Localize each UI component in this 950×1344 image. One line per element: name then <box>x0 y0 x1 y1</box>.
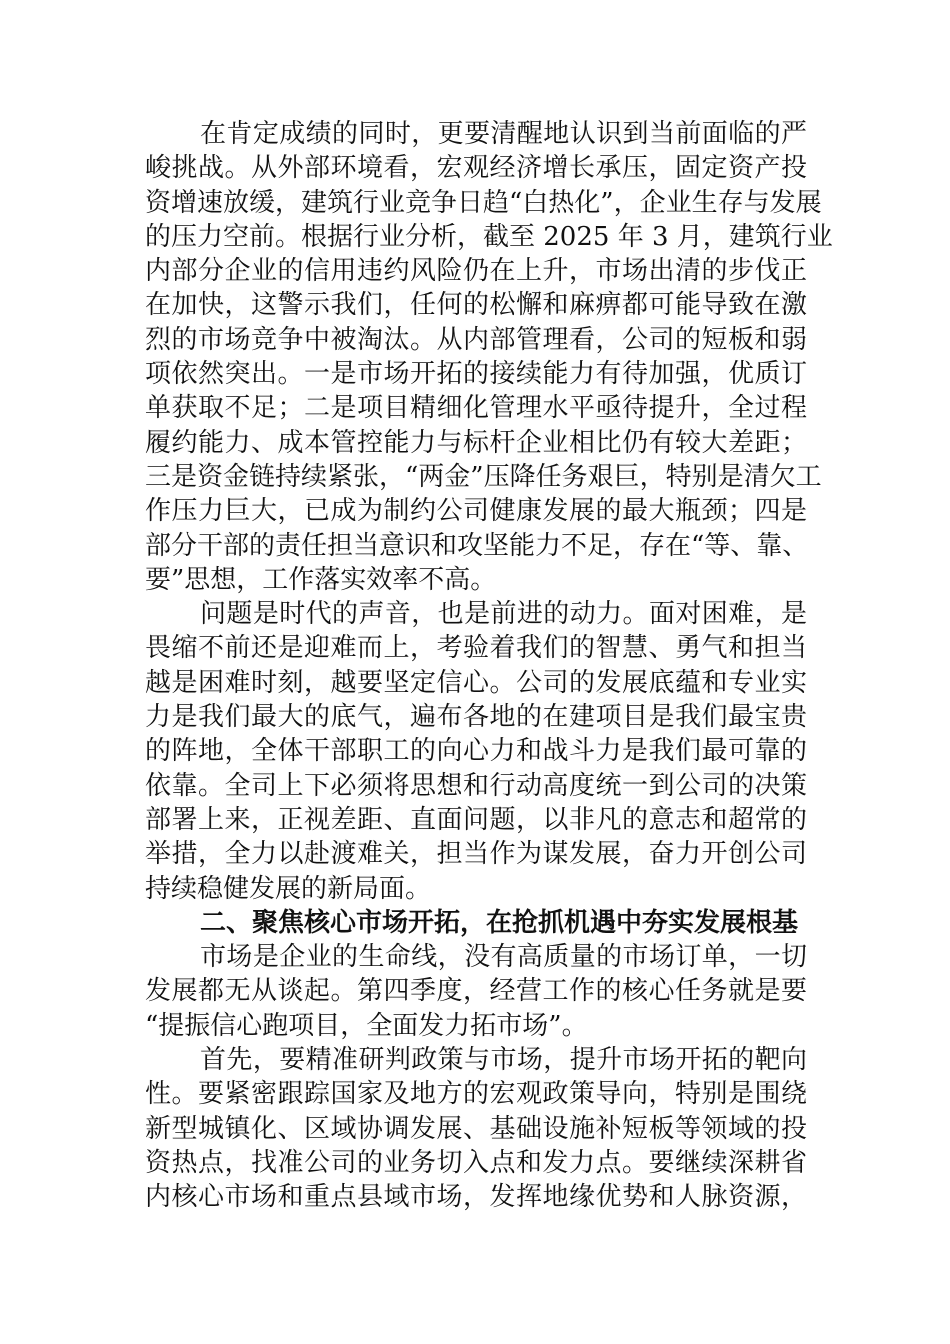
text-line: 越是困难时刻，越要坚定信心。公司的发展底蕴和专业实 <box>145 667 807 698</box>
text-line: 峻挑战。从外部环境看，宏观经济增长承压，固定资产投 <box>145 153 807 184</box>
text-line: 问题是时代的声音，也是前进的动力。面对困难，是 <box>200 599 807 630</box>
text-line: 三是资金链持续紧张，“两金”压降任务艰巨，特别是清欠工 <box>145 461 822 492</box>
text-line: 依靠。全司上下必须将思想和行动高度统一到公司的决策 <box>145 770 807 801</box>
text-line: 部署上来，正视差距、直面问题，以非凡的意志和超常的 <box>145 804 807 835</box>
text-line: 性。要紧密跟踪国家及地方的宏观政策导向，特别是围绕 <box>145 1079 807 1110</box>
text-line: 新型城镇化、区域协调发展、基础设施补短板等领域的投 <box>145 1113 807 1144</box>
paragraph <box>145 940 807 1043</box>
text-line: 发展都无从谈起。第四季度，经营工作的核心任务就是要 <box>145 976 807 1007</box>
text-line: 作压力巨大，已成为制约公司健康发展的最大瓶颈；四是 <box>145 496 807 527</box>
text-line: 的压力空前。根据行业分析，截至 2025 年 3 月，建筑行业 <box>145 221 833 252</box>
text-line: 内核心市场和重点县域市场，发挥地缘优势和人脉资源， <box>145 1182 807 1213</box>
text-line: 履约能力、成本管控能力与标杆企业相比仍有较大差距； <box>145 427 807 458</box>
paragraph <box>145 117 833 597</box>
text-line: 举措，全力以赴渡难关，担当作为谋发展，奋力开创公司 <box>145 839 807 870</box>
text-line: 项依然突出。一是市场开拓的接续能力有待加强，优质订 <box>145 359 807 390</box>
text-line: 畏缩不前还是迎难而上，考验着我们的智慧、勇气和担当 <box>145 633 807 664</box>
text-line: 的阵地，全体干部职工的向心力和战斗力是我们最可靠的 <box>145 736 807 767</box>
text-line: 内部分企业的信用违约风险仍在上升，市场出清的步伐正 <box>145 256 807 287</box>
text-line: 二、聚焦核心市场开拓，在抢抓机遇中夯实发展根基 <box>200 907 799 938</box>
text-line: 部分干部的责任担当意识和攻坚能力不足，存在“等、靠、 <box>145 530 809 561</box>
text-line: 持续稳健发展的新局面。 <box>145 873 432 904</box>
text-line: 资增速放缓，建筑行业竞争日趋“白热化”，企业生存与发展 <box>145 187 822 218</box>
text-line: “提振信心跑项目，全面发力拓市场”。 <box>145 1010 588 1041</box>
text-line: 首先，要精准研判政策与市场，提升市场开拓的靶向 <box>200 1045 807 1076</box>
text-line: 烈的市场竞争中被淘汰。从内部管理看，公司的短板和弱 <box>145 324 807 355</box>
text-line: 要”思想，工作落实效率不高。 <box>145 564 497 595</box>
text-line: 在肯定成绩的同时，更要清醒地认识到当前面临的严 <box>200 119 807 149</box>
section-heading <box>145 906 807 940</box>
text-line: 市场是企业的生命线，没有高质量的市场订单，一切 <box>200 942 807 973</box>
text-line: 力是我们最大的底气，遍布各地的在建项目是我们最宝贵 <box>145 702 807 733</box>
paragraph <box>145 1043 807 1214</box>
text-line: 在加快，这警示我们，任何的松懈和麻痹都可能导致在激 <box>145 290 807 321</box>
text-line: 单获取不足；二是项目精细化管理水平亟待提升，全过程 <box>145 393 807 424</box>
text-line: 资热点，找准公司的业务切入点和发力点。要继续深耕省 <box>145 1147 807 1178</box>
document-page <box>145 117 833 1215</box>
paragraph <box>145 597 807 906</box>
